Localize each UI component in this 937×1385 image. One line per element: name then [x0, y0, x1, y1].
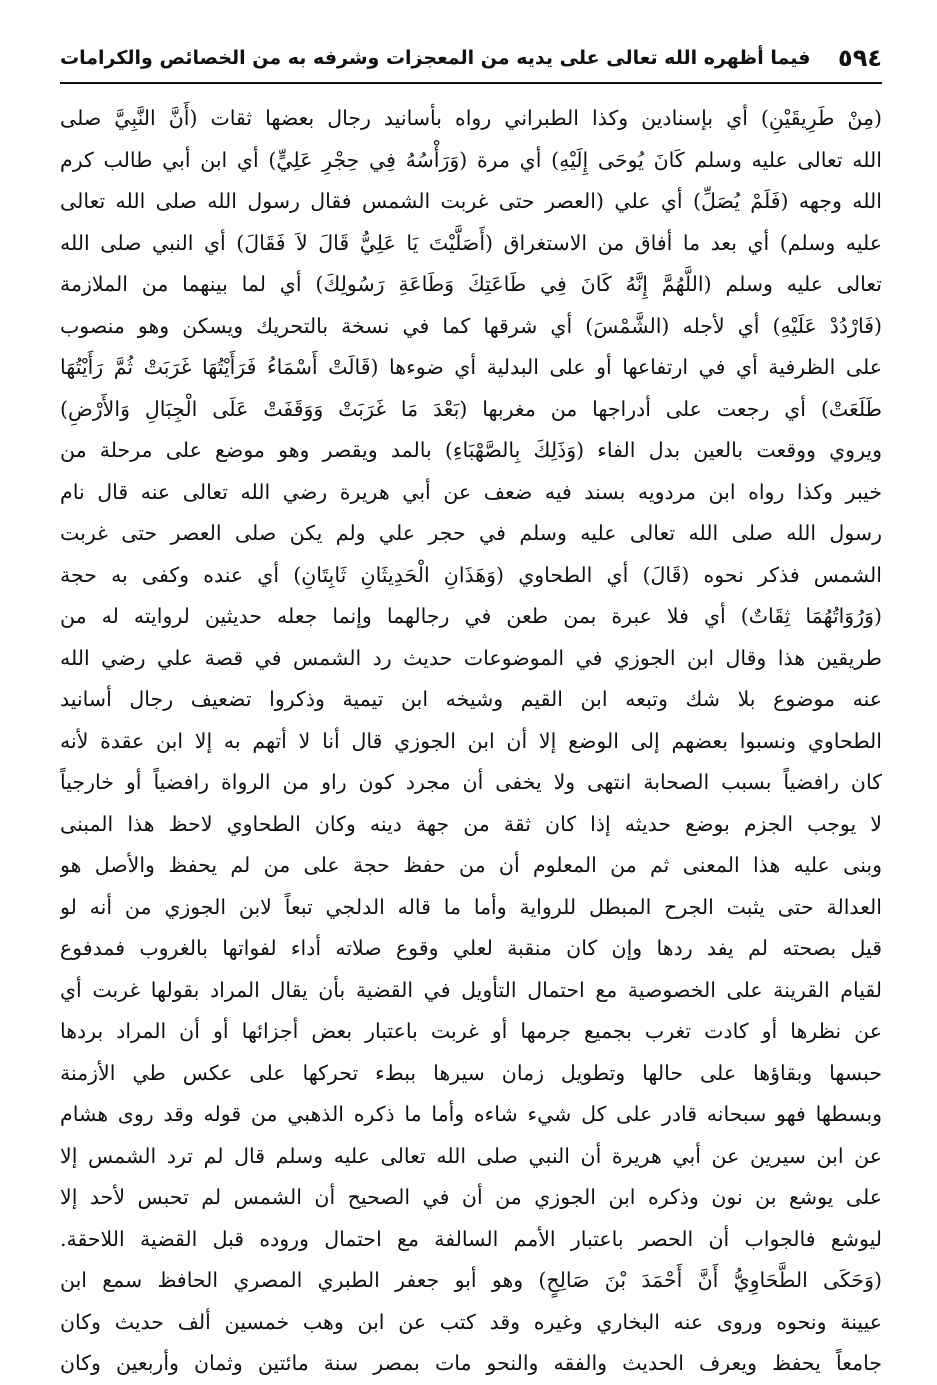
- text-line: جامعاً يحفظ ويعرف الحديث والفقه والنحو مات بمصر سنة مائتين وثمان وأربعين وكان: [60, 1351, 882, 1375]
- text-line: الله تعالى عليه وسلم كَانَ يُوحَى إِلَيْهِ) أي مرة (وَرَأْسُهُ فِي حِجْرِ عَلِيٍّ) أي ابن أبي طالب كرم: [60, 147, 882, 172]
- text-line: عيينة ونحوه وروى عنه البخاري وغيره وقد كتب عن ابن وهب خمسين ألف حديث وكان: [60, 1309, 882, 1334]
- text-line: على يوشع بن نون وذكره ابن الجوزي من أن في الصحيح أن الشمس لم تحبس لأحد إلا: [60, 1185, 882, 1209]
- text-line: حبسها وبقاؤها على حالها وتطويل زمان سيرها ببطء تحركها على عكس طي الأزمنة: [60, 1060, 882, 1085]
- text-line: (وَرُوَاتُهُمَا ثِقَاتٌ) أي فلا عبرة بمن طعن في رجالهما وإنما جعله حديثين لروايته له من: [60, 604, 882, 628]
- header-divider: [60, 82, 882, 84]
- text-line: رسول الله صلى الله تعالى عليه وسلم في حجر علي ولم يكن صلى العصر حتى غربت: [60, 521, 882, 545]
- text-line: عن ابن سيرين عن أبي هريرة أن النبي صلى الله تعالى عليه وسلم قال لم ترد الشمس إلا: [60, 1143, 882, 1168]
- text-line: طَلَعَتْ) أي رجعت على أدراجها من مغربها (بَعْدَ مَا غَرَبَتْ وَوَقَفَتْ عَلَى الْجِبَالِ وَالأَرْضِ): [60, 396, 882, 421]
- text-line: العدالة حتى يثبت الجرح المبطل للرواية وأما ما قاله الدلجي تبعاً لابن الجوزي من أنه لو: [60, 894, 882, 919]
- body-text: [60, 98, 882, 1385]
- text-line: طريقين هذا وقال ابن الجوزي في الموضوعات حديث رد الشمس في قصة علي رضي الله: [60, 645, 882, 670]
- text-line: كان رافضياً بسبب الصحابة انتهى ولا يخفى أن مجرد كون راو من الرواة رافضياً أو خارجياً: [60, 770, 882, 794]
- text-line: عليه وسلم) أي بعد ما أفاق من الاستغراق (أَصَلَّيْتَ يَا عَلِيُّ قَالَ لاَ فَقَالَ) أي النبي صلى الله: [60, 230, 882, 255]
- text-line: (فَارْدُدْ عَلَيْهِ) أي لأجله (الشَّمْسَ) أي شرقها كما في نسخة بالتحريك ويسكن وهو منصوب: [60, 313, 882, 338]
- text-line: عنه موضوع بلا شك وتبعه ابن القيم وشيخه ابن تيمية وذكروا تضعيف رجال أسانيد: [60, 687, 882, 711]
- text-line: الطحاوي ونسبوا بعضهم إلى الوضع إلا أن ابن الجوزي قال أنا لا أتهم به إلا ابن عقدة لأنه: [60, 728, 882, 753]
- text-line: تعالى عليه وسلم (اللَّهُمَّ إِنَّهُ كَانَ فِي طَاعَتِكَ وَطَاعَةِ رَسُولِكَ) أي لما بينهما من الملازمة: [60, 272, 882, 296]
- text-line: خيبر وكذا رواه ابن مردويه بسند فيه ضعف عن أبي هريرة رضي الله تعالى عنه قال نام: [60, 479, 882, 504]
- text-line: (وَحَكَى الطَّحَاوِيُّ أَنَّ أَحْمَدَ بْنَ صَالِحٍ) وهو أبو جعفر الطبري المصري الحافظ سمع ابن: [60, 1268, 882, 1292]
- text-line: لقيام القرينة على الخصوصية مع احتمال التأويل في القضية بأن يقال المراد بقولها غربت أي: [60, 977, 882, 1002]
- text-line: على الظرفية أي في ارتفاعها أو على البدلية أي ضوءها (قَالَتْ أَسْمَاءُ فَرَأَيْتُهَا غَرَبَتْ ثُمَّ رَأَيْتُهَا: [60, 355, 882, 379]
- text-line: عن نظرها أو كادت تغرب بجميع جرمها أو غربت باعتبار بعض أجزائها أو أن المراد بردها: [60, 1019, 882, 1043]
- text-line: وبنى عليه هذا المعنى ثم من المعلوم أن من حفظ حجة على من لم يحفظ والأصل هو: [60, 853, 882, 877]
- text-line: (مِنْ طَرِيقَيْنِ) أي بإسنادين وكذا الطبراني رواه بأسانيد رجال بعضها ثقات (أَنَّ النَّبِيَّ صلى: [60, 106, 882, 130]
- text-line: ويروي ووقعت بالعين بدل الفاء (وَذَلِكَ بِالصَّهْبَاءِ) بالمد ويقصر وهو موضع على مرحلة من: [60, 438, 882, 462]
- text-line: ليوشع فالجواب أن الحصر باعتبار الأمم السالفة مع احتمال وروده قبل القضية اللاحقة.: [60, 1226, 882, 1251]
- text-line: الله وجهه (فَلَمْ يُصَلِّ) أي علي (العصر حتى غربت الشمس فقال رسول الله صلى الله تعالى: [60, 189, 882, 213]
- page-header: [60, 36, 882, 80]
- text-line: قيل بصحته لم يفد ردها وإن كان منقبة لعلي وقوع صلاته أداء لفواتها بالغروب فمدفوع: [60, 936, 882, 960]
- text-line: لا يوجب الجزم بوضع حديثه إذا كان ثقة من جهة دينه وكان الطحاوي لاحظ هذا المبنى: [60, 811, 882, 836]
- text-line: الشمس فذكر نحوه (قَالَ) أي الطحاوي (وَهَذَانِ الْحَدِيثَانِ ثَابِتَانِ) أي عنده وكفى به حجة: [60, 562, 882, 587]
- text-line: وبسطها فهو سبحانه قادر على كل شيء شاءه وأما ما ذكره الذهبي من قوله وقد روى هشام: [60, 1102, 882, 1126]
- running-title: فيما أظهره الله تعالى على يديه من المعجزات وشرفه به من الخصائص والكرامات: [60, 47, 811, 69]
- page-number: ٥٩٤: [838, 44, 882, 72]
